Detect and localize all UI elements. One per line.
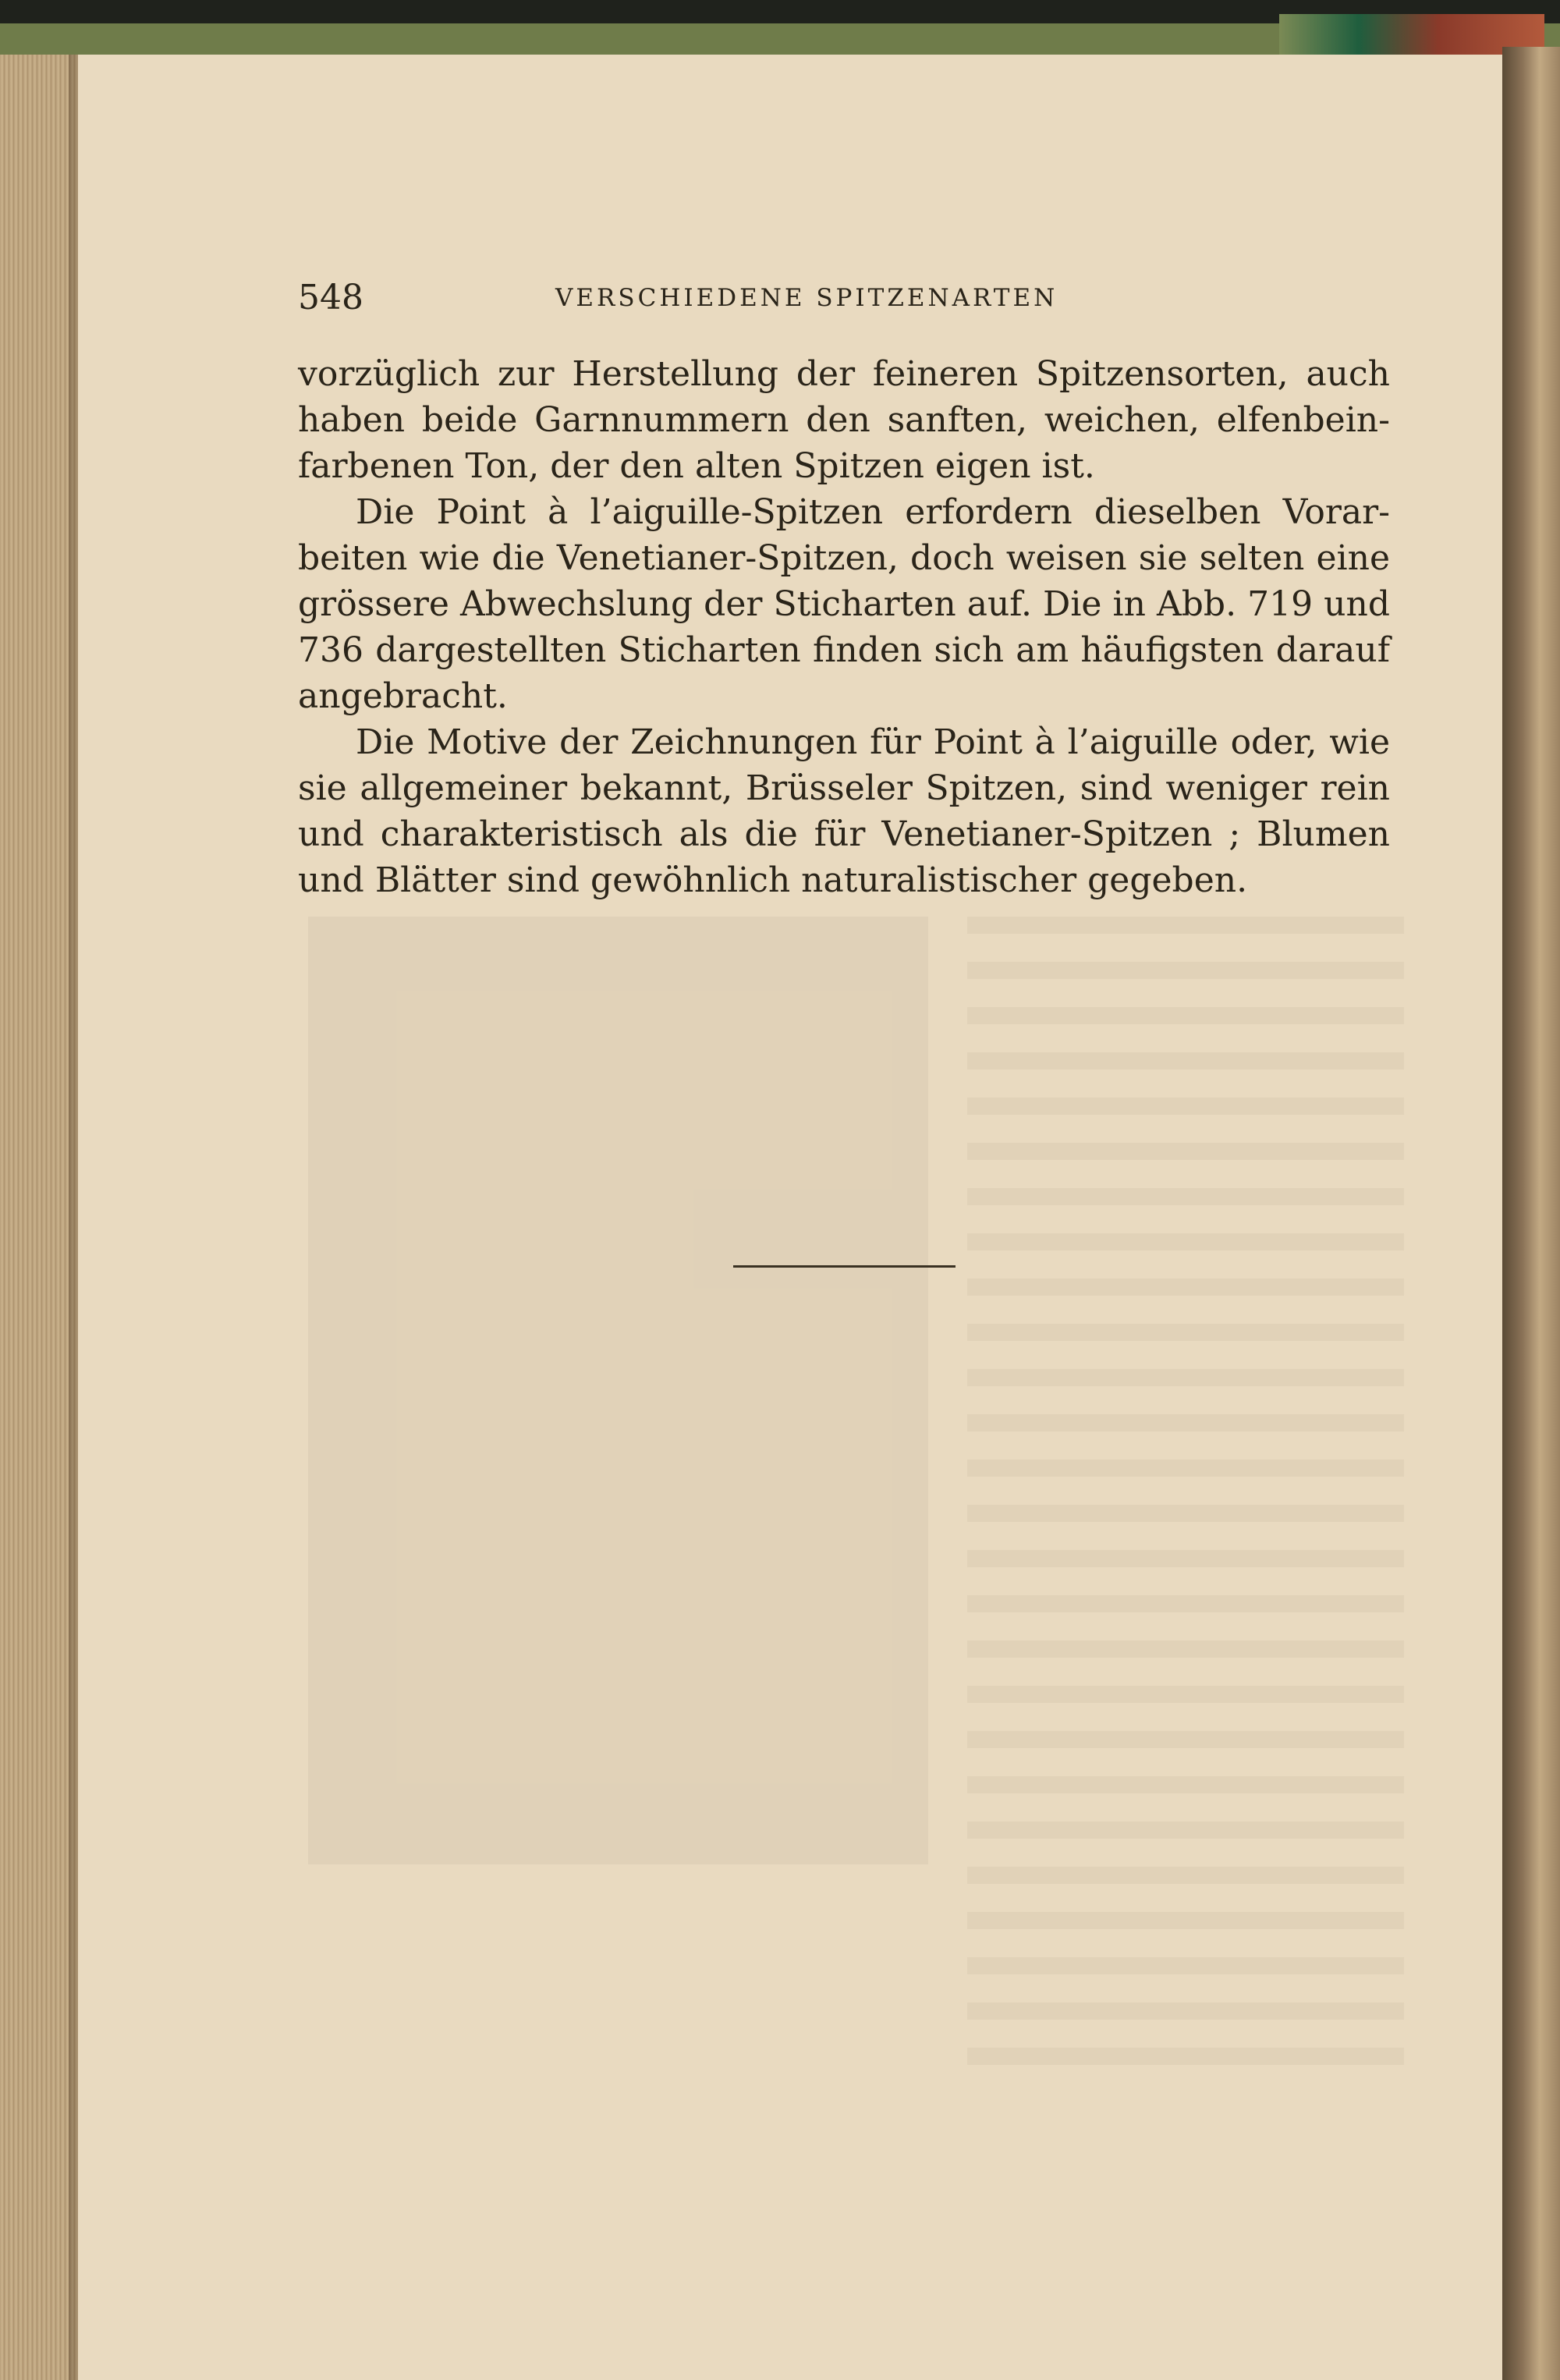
- show-through-figure: [308, 917, 928, 1864]
- page-number: 548: [298, 278, 363, 317]
- page-header: [298, 278, 1390, 325]
- paragraph-2: Die Point à l’aiguille-Spitzen erfordern dieselben Vorar-beiten wie die Venetianer-Spitzen, doch weisen sie selten eine grössere Abwechslung der Sticharten auf. Die in Abb. 719 und 736 dargestellten Sticharten finden sich am häufigsten darauf angebracht.: [298, 492, 1390, 716]
- show-through-text: [967, 917, 1404, 2087]
- paragraph-1: vorzüglich zur Herstellung der feineren Spitzensorten, auch haben beide Garnnummern den sanften, weichen, elfenbein-farbenen Ton, der den alten Spitzen eigen ist.: [298, 354, 1390, 486]
- page-edges-right: [1502, 47, 1560, 2380]
- page-edges-left: [0, 55, 78, 2380]
- body-text: [298, 351, 1390, 903]
- running-title: VERSCHIEDENE SPITZENARTEN: [555, 284, 1058, 312]
- paragraph-3: Die Motive der Zeichnungen für Point à l’aiguille oder, wie sie allgemeiner bekannt, Brüsseler Spitzen, sind weniger rein und charakteristisch als die für Venetianer-Spitzen ; Blumen und Blätter sind gewöhnlich naturalistischer gegeben.: [298, 722, 1390, 900]
- section-end-rule: [733, 1265, 956, 1268]
